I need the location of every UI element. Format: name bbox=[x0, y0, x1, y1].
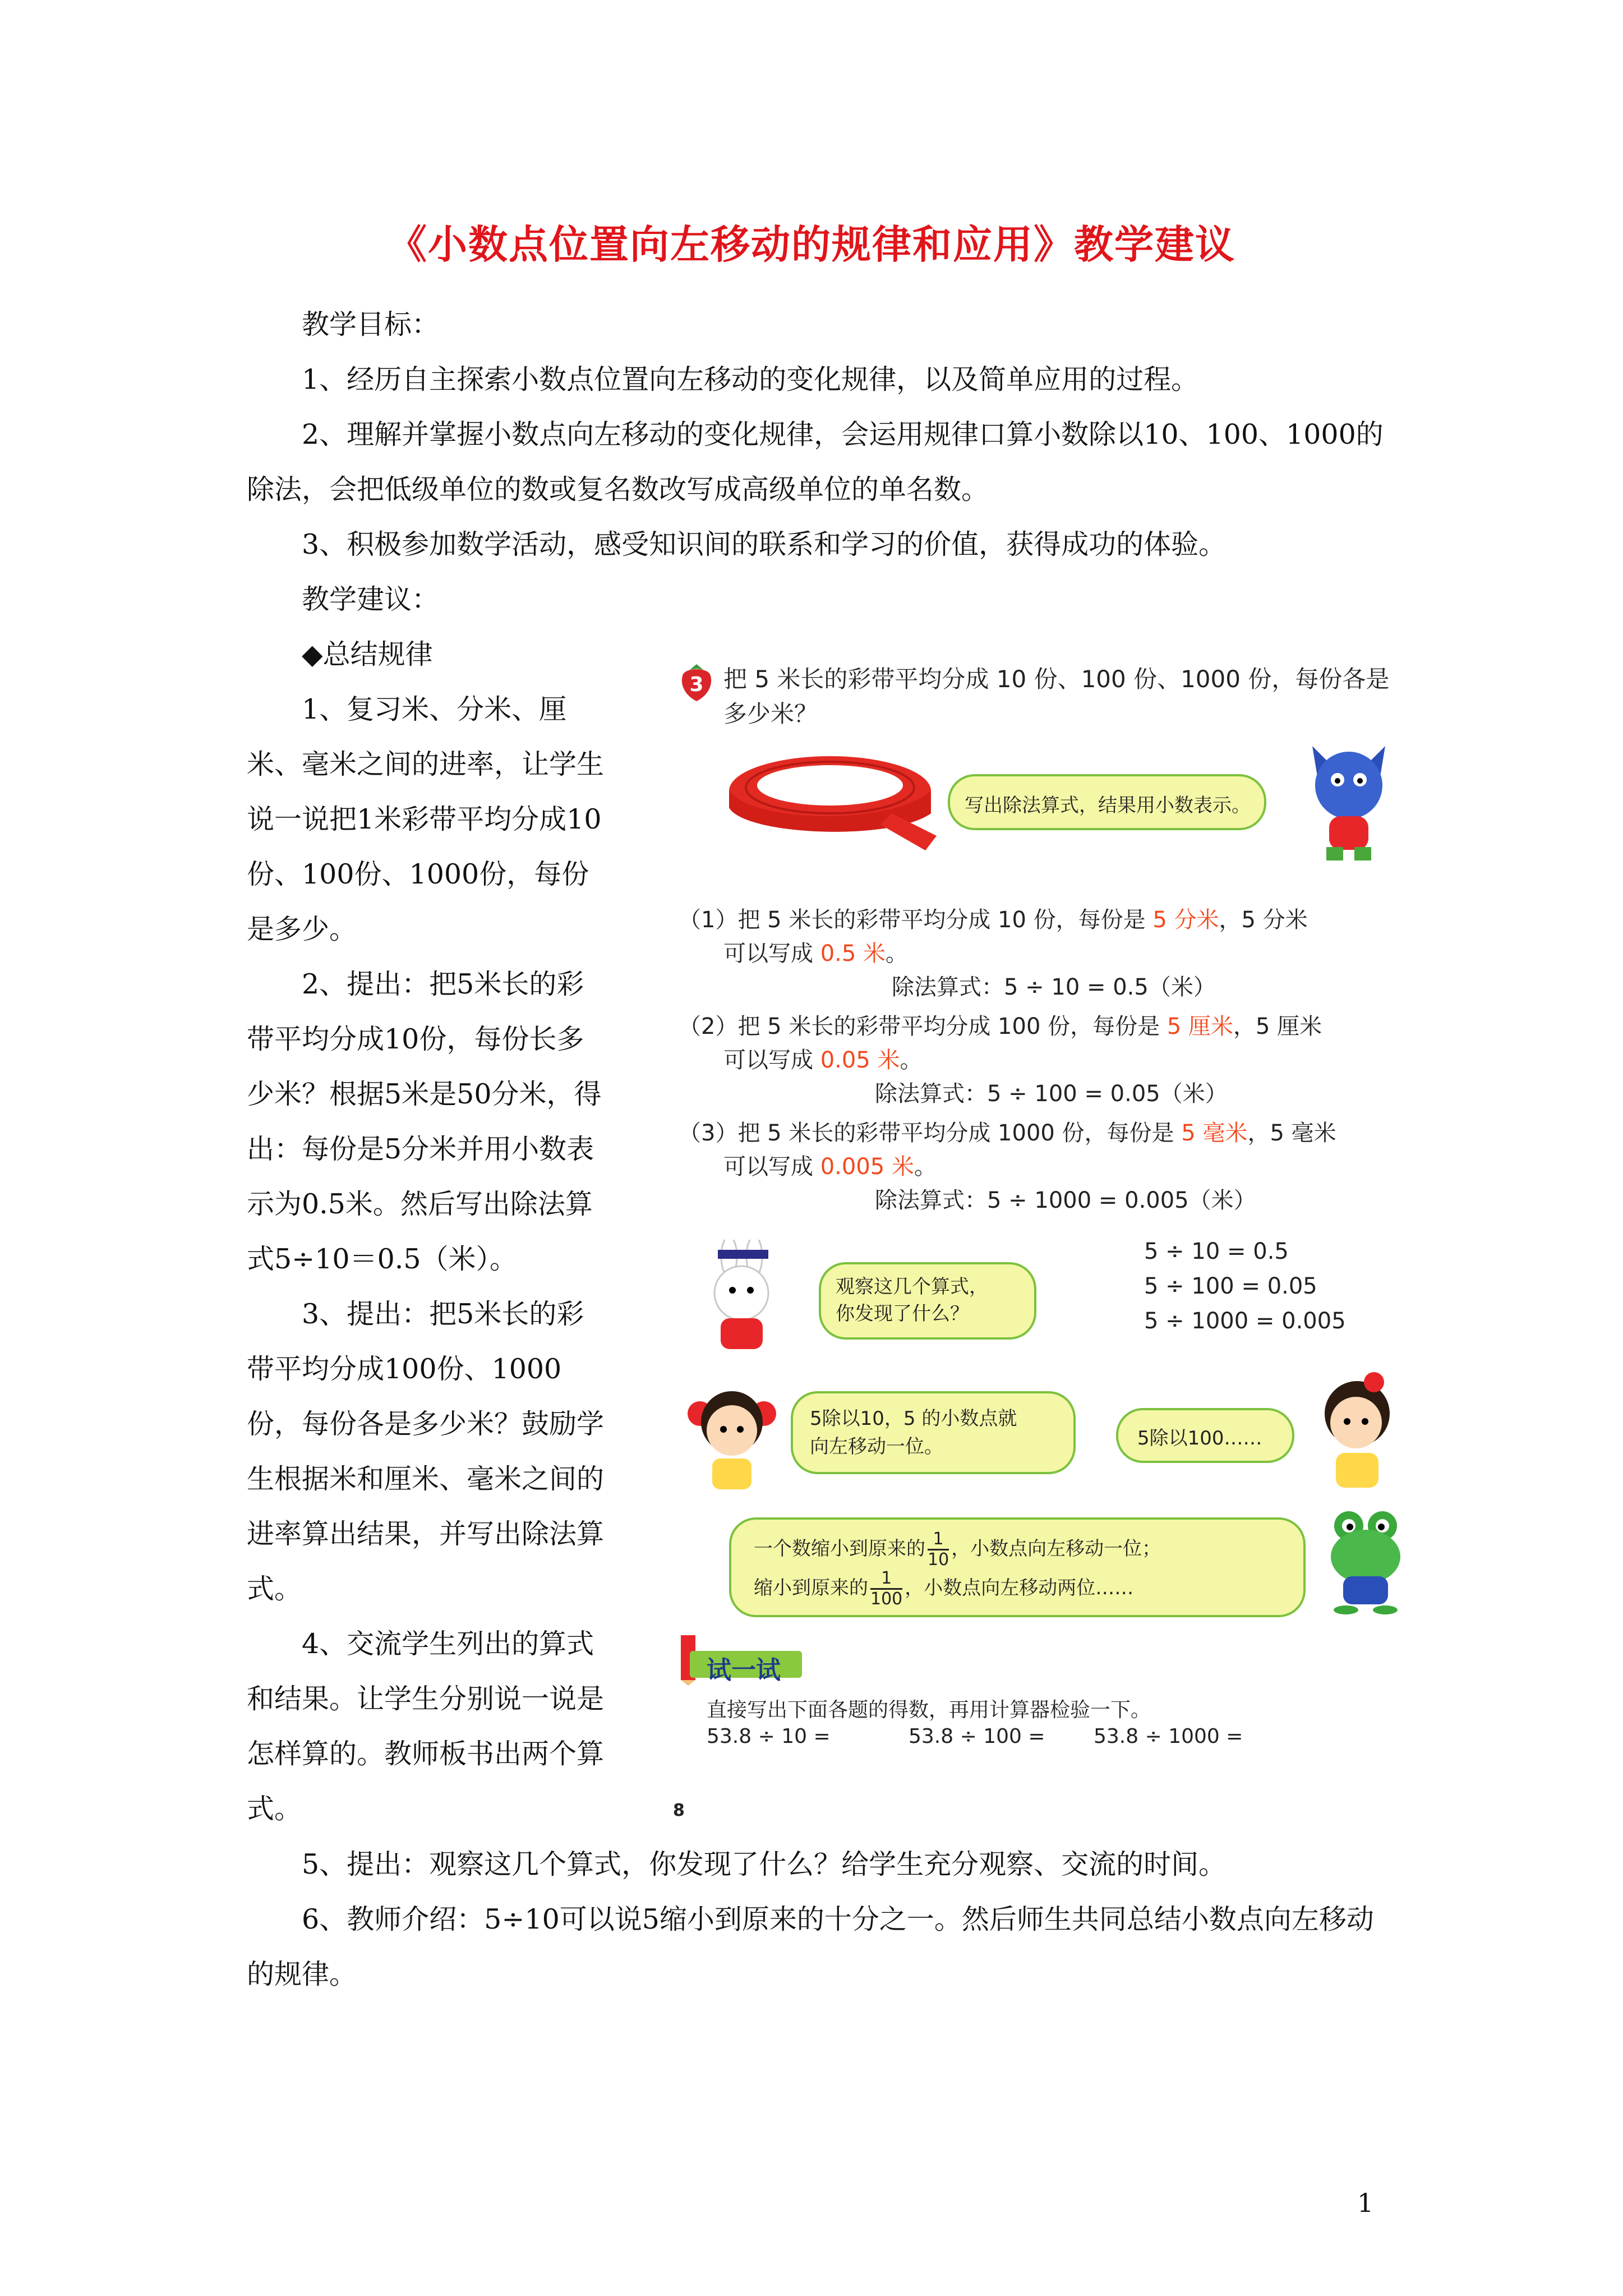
ribbon-illustration bbox=[723, 746, 942, 853]
rabbit-bubble-line-1: 观察这几个算式， bbox=[836, 1276, 988, 1298]
item-3-equation: 除法算式：5 ÷ 1000 = 0.005（米） bbox=[875, 1188, 1256, 1213]
suggestions-heading: 教学建议： bbox=[302, 583, 440, 615]
step-1: 1、复习米、分米、厘米、毫米之间的进率，让学生说一说把1米彩带平均分成10份、100份、1000份，每份是多少。 bbox=[247, 693, 605, 945]
step-5: 5、提出：观察这几个算式，你发现了什么？给学生充分观察、交流的时间。 bbox=[302, 1848, 1227, 1880]
problem-number: 3 bbox=[689, 673, 704, 696]
item-2-dot: 。 bbox=[900, 1047, 923, 1073]
rabbit-speech-bubble bbox=[819, 1262, 1036, 1340]
page-title: 《小数点位置向左移动的规律和应用》教学建议 bbox=[388, 221, 1235, 268]
frog-line2-a: 缩小到原来的 bbox=[754, 1577, 868, 1599]
strawberry-icon bbox=[679, 662, 714, 703]
rabbit-teacher-icon bbox=[695, 1240, 791, 1358]
page-number: 1 bbox=[1357, 2188, 1374, 2218]
step-6: 6、教师介绍：5÷10可以说5缩小到原来的十分之一。然后师生共同总结小数点向左移动的规律。 bbox=[247, 1903, 1374, 1990]
step-4: 4、交流学生列出的算式和结果。让学生分别说一说是怎样算的。教师板书出两个算式。 bbox=[247, 1628, 605, 1825]
textbook-figure bbox=[673, 651, 1419, 1829]
item-2-equation: 除法算式：5 ÷ 100 = 0.05（米） bbox=[875, 1081, 1228, 1107]
item-3-highlight: 5 毫米 bbox=[1181, 1120, 1248, 1146]
goal-item-1: 1、经历自主探索小数点位置向左移动的变化规律，以及简单应用的过程。 bbox=[302, 364, 1199, 395]
frog-line1-b: ，小数点向左移动一位； bbox=[951, 1538, 1161, 1560]
girl-character-icon bbox=[684, 1380, 780, 1492]
step-3: 3、提出：把5米长的彩带平均分成100份、1000份，每份各是多少米？鼓励学生根据米和厘米、毫米之间的进率算出结果，并写出除法算式。 bbox=[247, 1298, 605, 1605]
cat-bubble-text: 写出除法算式，结果用小数表示。 bbox=[965, 794, 1251, 817]
girl2-character-icon bbox=[1307, 1369, 1408, 1492]
fraction-1-denominator: 10 bbox=[928, 1550, 949, 1570]
fraction-2-numerator: 1 bbox=[870, 1569, 902, 1590]
item-1-line2: 可以写成 bbox=[723, 941, 820, 967]
girl1-bubble-line-1: 5除以10，5 的小数点就 bbox=[810, 1407, 1017, 1430]
frog-line1-a: 一个数缩小到原来的 bbox=[754, 1538, 925, 1560]
fraction-1-numerator: 1 bbox=[928, 1530, 949, 1550]
try-it-header bbox=[673, 1624, 808, 1686]
girl-speech-bubble-1 bbox=[791, 1391, 1076, 1474]
problem-text: 把 5 米长的彩带平均分成 10 份、100 份、1000 份，每份各是多少米？ bbox=[723, 665, 1390, 728]
item-3 bbox=[679, 1116, 1408, 1217]
fraction-2-denominator: 100 bbox=[870, 1589, 903, 1609]
equation-1: 5 ÷ 10 = 0.5 bbox=[1144, 1239, 1289, 1264]
item-2-tail: ，5 厘米 bbox=[1233, 1014, 1322, 1039]
goals-heading: 教学目标： bbox=[302, 309, 440, 341]
item-3-line2: 可以写成 bbox=[723, 1154, 820, 1180]
textbook-page-number: 8 bbox=[673, 1801, 685, 1820]
frog-character-icon bbox=[1318, 1503, 1413, 1616]
item-2-highlight: 5 厘米 bbox=[1166, 1014, 1233, 1039]
try-item-2: 53.8 ÷ 100 = bbox=[909, 1725, 1045, 1748]
equation-2: 5 ÷ 100 = 0.05 bbox=[1144, 1273, 1317, 1299]
cat-speech-bubble bbox=[948, 774, 1266, 830]
cat-character-icon bbox=[1295, 735, 1402, 864]
item-1-tail: ，5 分米 bbox=[1219, 907, 1308, 933]
item-1-highlight: 5 分米 bbox=[1152, 907, 1219, 933]
goal-item-2: 2、理解并掌握小数点向左移动的变化规律，会运用规律口算小数除以10、100、1000的除法，会把低级单位的数或复名数改写成高级单位的单名数。 bbox=[247, 418, 1384, 505]
fraction-one-tenth bbox=[928, 1530, 949, 1570]
item-2-highlight2: 0.05 米 bbox=[820, 1047, 900, 1073]
item-3-tail: ，5 毫米 bbox=[1247, 1120, 1336, 1146]
item-2-line2: 可以写成 bbox=[723, 1047, 820, 1073]
item-2 bbox=[679, 1010, 1408, 1111]
frog-speech-bubble bbox=[729, 1517, 1306, 1617]
item-1-equation: 除法算式：5 ÷ 10 = 0.5（米） bbox=[892, 974, 1216, 1000]
fraction-one-hundredth bbox=[870, 1569, 902, 1609]
item-1-highlight2: 0.5 米 bbox=[820, 941, 886, 967]
girl1-bubble-line-2: 向左移动一位。 bbox=[810, 1435, 943, 1458]
item-1-dot: 。 bbox=[886, 941, 909, 967]
item-1-lead: （1）把 5 米长的彩带平均分成 10 份，每份是 bbox=[679, 907, 1153, 933]
section-heading: ◆总结规律 bbox=[302, 638, 433, 670]
item-3-lead: （3）把 5 米长的彩带平均分成 1000 份，每份是 bbox=[679, 1120, 1182, 1146]
frog-line2-b: ，小数点向左移动两位…… bbox=[905, 1577, 1134, 1599]
try-item-3: 53.8 ÷ 1000 = bbox=[1094, 1725, 1243, 1748]
item-3-dot: 。 bbox=[914, 1154, 937, 1180]
equation-3: 5 ÷ 1000 = 0.005 bbox=[1144, 1308, 1346, 1334]
item-2-lead: （2）把 5 米长的彩带平均分成 100 份，每份是 bbox=[679, 1014, 1167, 1039]
try-item-1: 53.8 ÷ 10 = bbox=[707, 1725, 831, 1748]
girl-speech-bubble-2 bbox=[1116, 1408, 1294, 1463]
frog-bubble-line-2 bbox=[754, 1569, 1133, 1609]
frog-bubble-line-1 bbox=[754, 1530, 1161, 1570]
equation-list bbox=[1144, 1234, 1346, 1338]
try-it-title: 试一试 bbox=[707, 1656, 781, 1685]
item-1 bbox=[679, 903, 1408, 1004]
try-instruction: 直接写出下面各题的得数，再用计算器检验一下。 bbox=[707, 1699, 1151, 1722]
goal-item-3: 3、积极参加数学活动，感受知识间的联系和学习的价值，获得成功的体验。 bbox=[302, 528, 1227, 560]
item-3-highlight2: 0.005 米 bbox=[820, 1154, 914, 1180]
step-2: 2、提出：把5米长的彩带平均分成10份，每份长多少米？根据5米是50分米，得出：每份是5分米并用小数表示为0.5米。然后写出除法算式5÷10＝0.5（米）。 bbox=[247, 968, 602, 1275]
rabbit-bubble-line-2: 你发现了什么？ bbox=[836, 1303, 969, 1325]
girl2-bubble-text: 5除以100…… bbox=[1137, 1427, 1262, 1450]
